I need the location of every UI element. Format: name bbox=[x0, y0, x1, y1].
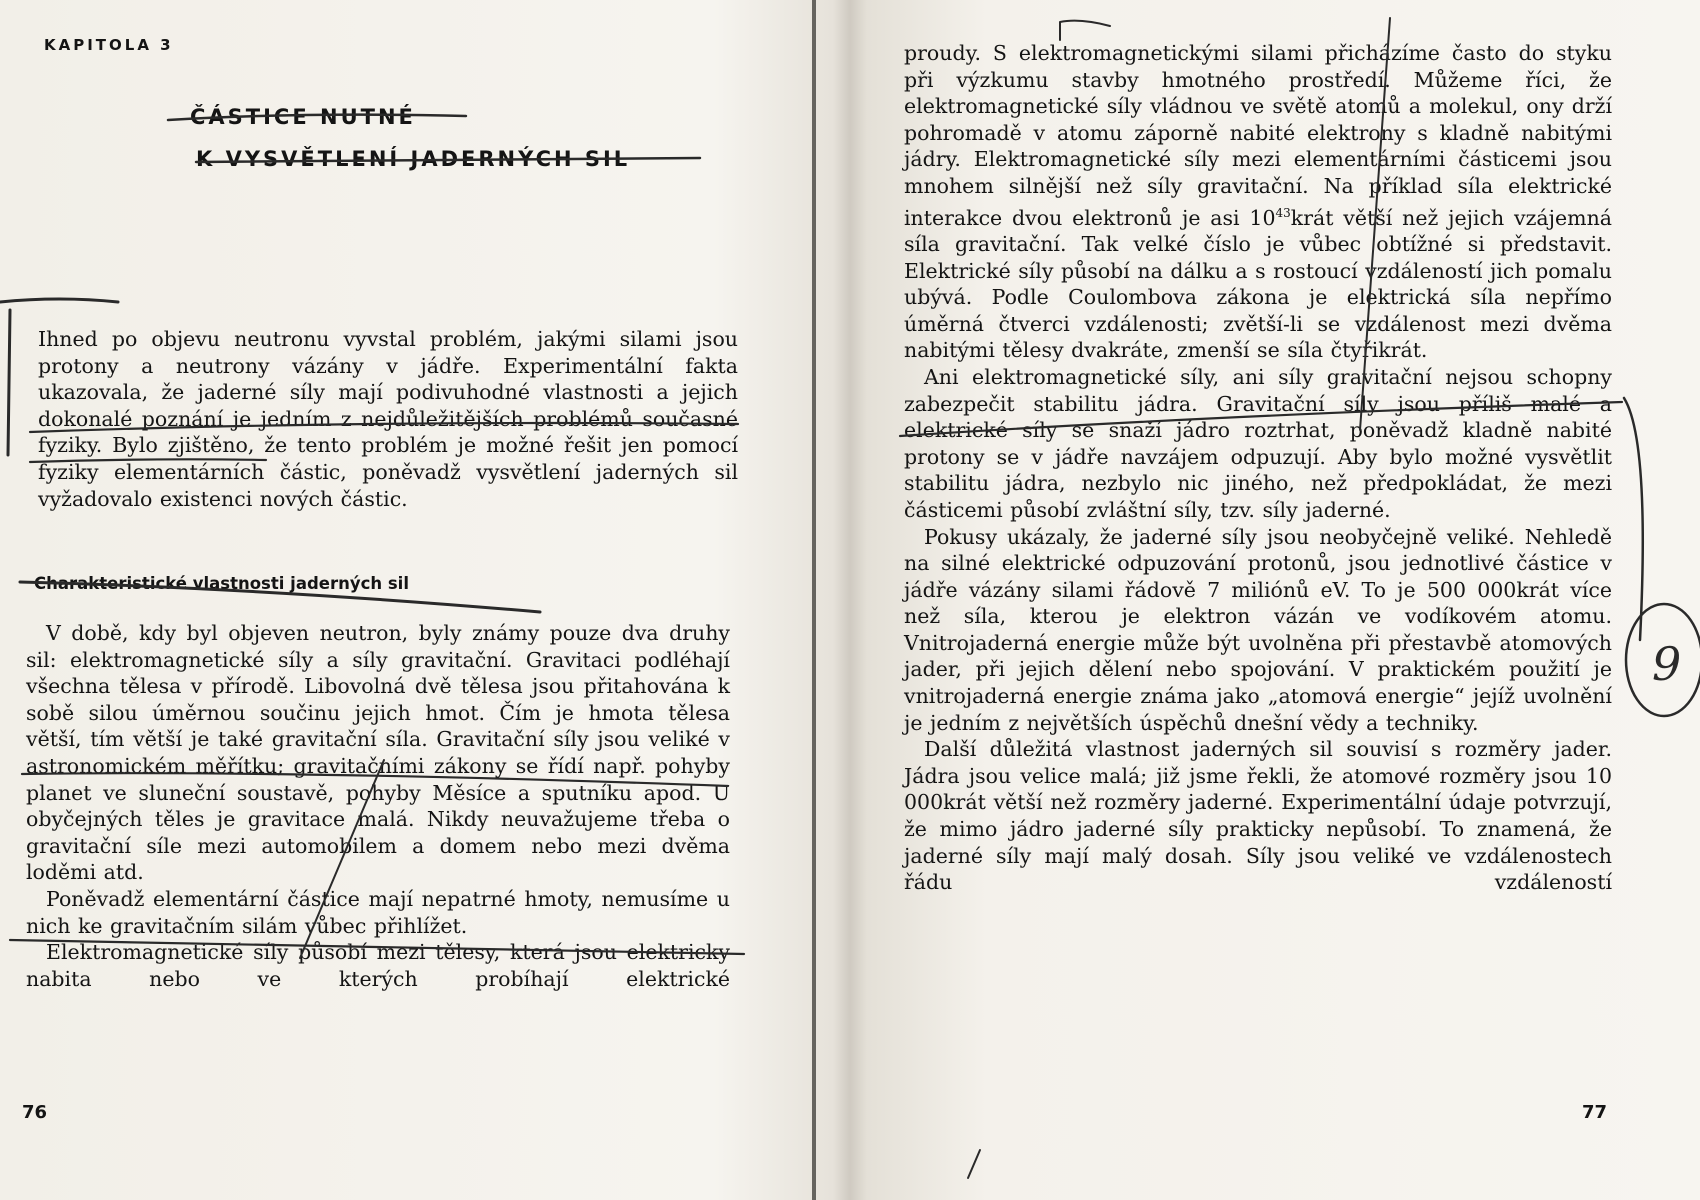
right-text-block bbox=[904, 40, 1612, 896]
margin-note: 9 bbox=[1652, 637, 1682, 691]
page-number-right: 77 bbox=[1582, 1102, 1608, 1123]
left-paragraph-1: Ihned po objevu neutronu vyvstal problém, jakými silami jsou protony a neutrony vázány v jádře. Experimentální fakta ukazovala, že jaderné síly mají podivuhodné vlastnosti a jejich dokonalé poznání je jedním z nejdůležitějších problémů současné fyziky. Bylo zjištěno, že tento problém je možné řešit jen pomocí fyziky elementárních částic, poněvadž vysvětlení jaderných sil vyžadovalo existenci nových částic. bbox=[38, 327, 738, 511]
left-paragraph-3: Poněvadž elementární částice mají nepatrné hmoty, nemusíme u nich ke gravitačním silám vůbec přihlížet. bbox=[26, 886, 730, 938]
right-paragraph-1 bbox=[904, 40, 1612, 364]
right-paragraph-1-start: proudy. S elektromagnetickými silami přicházíme často do styku při výzkumu stavby hmotného prostředí. Můžeme říci, že elektromagnetické síly vládnou ve světě atomů a molekul, ony drží pohromadě v atomu záporně nabité elektrony s kladně nabitými jádry. Elektromagnetické síly mezi elementárními částicemi jsou mnohem silnější než síly gravitační. Na příklad síla elektrické interakce dvou elektronů je asi 10 bbox=[904, 41, 1612, 230]
right-paragraph-1-end: krát větší než jejich vzájemná síla gravitační. Tak velké číslo je vůbec obtížné si představit. Elektrické síly působí na dálku a s rostoucí vzdáleností jich pomalu ubývá. Podle Coulombova zákona je elektrická síla nepřímo úměrná čtverci vzdálenosti; zvětší-li se vzdálenost mezi dvěma nabitými tělesy dvakráte, zmenší se síla čtyřikrát. bbox=[904, 205, 1612, 363]
left-paragraph-4: Elektromagnetické síly působí mezi tělesy, která jsou elektricky nabita nebo ve kterých probíhají elektrické bbox=[26, 940, 730, 991]
section-subheading: Charakteristické vlastnosti jaderných sil bbox=[34, 574, 409, 593]
left-text-block-1 bbox=[38, 326, 738, 512]
chapter-title-line-1: ČÁSTICE NUTNÉ bbox=[190, 105, 416, 129]
chapter-title-line-2: K VYSVĚTLENÍ JADERNÝCH SIL bbox=[196, 147, 631, 171]
right-paragraph-4: Další důležitá vlastnost jaderných sil souvisí s rozměry jader. Jádra jsou velice malá; již jsme řekli, že atomové rozměry jsou 10 000krát větší než rozměry jaderné. Experimentální údaje potvrzují, že mimo jádro jaderné síly prakticky nepůsobí. To znamená, že jaderné síly mají malý dosah. Síly jsou veliké ve vzdálenostech řádu vzdáleností bbox=[904, 737, 1612, 895]
page-number-left: 76 bbox=[22, 1102, 48, 1123]
right-paragraph-3: Pokusy ukázaly, že jaderné síly jsou neobyčejně veliké. Nehledě na silné elektrické odpuzování protonů, jsou jednotlivé částice v jádře vázány silami řádově 7 miliónů eV. To je 500 000krát více než síla, kterou je elektron vázán ve vodíkovém atomu. Vnitrojaderná energie může být uvolněna při přestavbě atomových jader, při jejich dělení nebo spojování. V praktickém použití je vnitrojaderná energie známa jako „atomová energie“ jejíž uvolnění je jedním z největších úspěchů dnešní vědy a techniky. bbox=[904, 524, 1612, 735]
right-paragraph-2: Ani elektromagnetické síly, ani síly gravitační nejsou schopny zabezpečit stabilitu jádra. Gravitační síly jsou příliš malé a elektrické síly se snaží jádro roztrhat, poněvadž kladně nabité protony se v jádře navzájem odpuzují. Aby bylo možné vysvětlit stabilitu jádra, nezbylo nic jiného, než předpokládat, že mezi částicemi působí zvláštní síly, tzv. síly jaderné. bbox=[904, 364, 1612, 522]
running-head: KAPITOLA 3 bbox=[44, 36, 174, 54]
exponent: 43 bbox=[1275, 205, 1291, 220]
left-paragraph-2: V době, kdy byl objeven neutron, byly známy pouze dva druhy sil: elektromagnetické síly a síly gravitační. Gravitaci podléhají všechna tělesa v přírodě. Libovolná dvě tělesa jsou přitahována k sobě silou úměrnou součinu jejich hmot. Čím je hmota tělesa větší, tím větší je také gravitační síla. Gravitační síly jsou veliké v astronomickém měřítku; gravitačními zákony se řídí např. pohyby planet ve sluneční soustavě, pohyby Měsíce a sputníku apod. U obyčejných těles je gravitace malá. Nikdy neuvažujeme třeba o gravitační síle mezi automobilem a domem nebo mezi dvěma loděmi atd. bbox=[26, 621, 730, 885]
left-text-block-2 bbox=[26, 620, 730, 992]
left-page bbox=[0, 0, 812, 1200]
chapter-title bbox=[190, 96, 710, 180]
